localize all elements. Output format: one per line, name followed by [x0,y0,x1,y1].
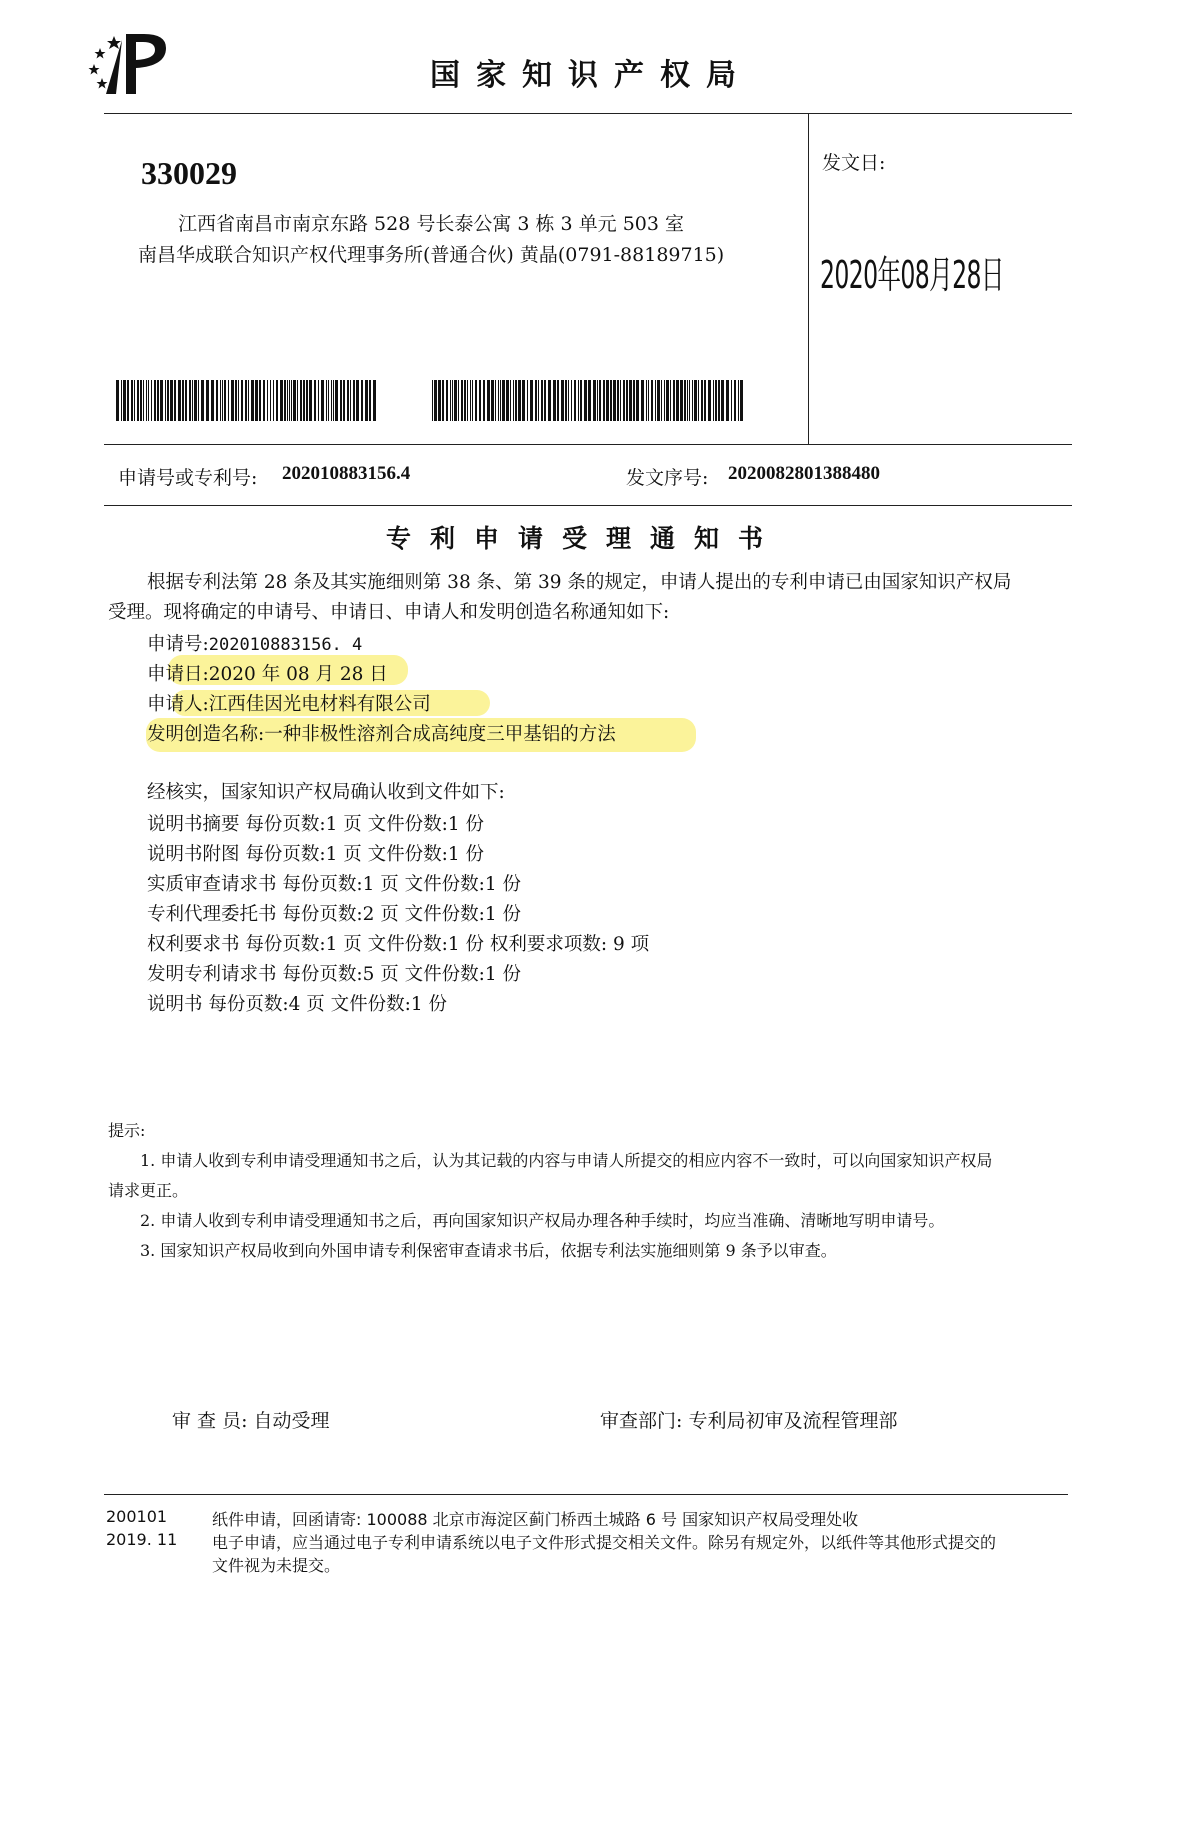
field-value: 一种非极性溶剂合成高纯度三甲基铝的方法 [264,724,616,745]
field-value: 江西佳因光电材料有限公司 [208,694,431,715]
confirmation-text: 经核实，国家知识产权局确认收到文件如下: [147,782,505,803]
form-version: 2019. 11 [106,1530,178,1549]
footer-electronic-line-2: 文件视为未提交。 [212,1556,341,1575]
form-code: 200101 [106,1507,168,1526]
barcode-bars [432,380,744,421]
field-label: 申请人: [147,694,209,715]
vertical-divider [808,113,809,444]
field-value: 202010883156. 4 [208,635,363,655]
issue-date: 2020年08月28日 [820,253,1004,297]
application-number-value: 202010883156.4 [282,463,411,484]
top-rule [104,113,1072,114]
serial-number-label: 发文序号: [626,467,709,489]
application-number-label: 申请号或专利号: [118,467,258,489]
issue-date-label: 发文日: [822,152,886,174]
recipient-address: 江西省南昌市南京东路 528 号长泰公寓 3 栋 3 单元 503 室 [178,213,685,235]
field-value: 2020 年 08 月 28 日 [208,664,388,685]
field-label: 申请号: [147,634,209,655]
address-bottom-rule [104,444,1072,445]
intro-line-2: 受理。现将确定的申请号、申请日、申请人和发明创造名称通知如下: [108,602,670,623]
examination-department: 审查部门: 专利局初审及流程管理部 [600,1410,898,1432]
field-application-number [147,630,362,656]
serial-number-value: 2020082801388480 [728,463,880,484]
tip-2: 2. 申请人收到专利申请受理通知书之后，再向国家知识产权局办理各种手续时，均应当准确、清晰地写明申请号。 [140,1211,945,1230]
field-invention-title [147,720,616,746]
footer-rule [104,1494,1068,1495]
tip-1-line-2: 请求更正。 [108,1181,189,1200]
tips-title: 提示: [108,1121,146,1140]
footer-electronic-line-1: 电子申请，应当通过电子专利申请系统以电子文件形式提交相关文件。除另有规定外，以纸件等其他形式提交的 [212,1533,997,1552]
tip-3: 3. 国家知识产权局收到向外国申请专利保密审查请求书后，依据专利法实施细则第 9 条予以审查。 [140,1241,837,1260]
document-item: 说明书附图 每份页数:1 页 文件份数:1 份 [147,844,485,865]
cnipa-emblem-icon [86,28,178,100]
organization-name: 国家知识产权局 [430,58,752,93]
barcode-left [116,380,376,421]
document-item: 实质审查请求书 每份页数:1 页 文件份数:1 份 [147,874,522,895]
tip-1-line-1: 1. 申请人收到专利申请受理通知书之后，认为其记载的内容与申请人所提交的相应内容不一致时，可以向国家知识产权局 [140,1151,993,1170]
recipient-agency: 南昌华成联合知识产权代理事务所(普通合伙) 黄晶(0791-88189715) [138,244,725,266]
field-applicant [147,690,431,716]
notice-title: 专利申请受理通知书 [386,524,783,553]
field-filing-date [147,660,388,686]
document-item: 说明书 每份页数:4 页 文件份数:1 份 [147,994,448,1015]
reference-bottom-rule [104,505,1072,506]
footer-paper-line: 纸件申请，回函请寄: 100088 北京市海淀区蓟门桥西土城路 6 号 国家知识产权局受理处收 [212,1510,859,1529]
examiner: 审 查 员: 自动受理 [172,1410,330,1432]
barcode-right [432,380,744,421]
intro-line-1: 根据专利法第 28 条及其实施细则第 38 条、第 39 条的规定，申请人提出的专利申请已由国家知识产权局 [147,572,1012,593]
postcode: 330029 [141,155,237,191]
document-item: 专利代理委托书 每份页数:2 页 文件份数:1 份 [147,904,522,925]
barcode-bars [116,380,376,421]
document-item: 权利要求书 每份页数:1 页 文件份数:1 份 权利要求项数: 9 项 [147,934,650,955]
field-label: 申请日: [147,664,209,685]
document-item: 发明专利请求书 每份页数:5 页 文件份数:1 份 [147,964,522,985]
cnipa-logo [86,28,178,100]
document-item: 说明书摘要 每份页数:1 页 文件份数:1 份 [147,814,485,835]
field-label: 发明创造名称: [147,724,265,745]
